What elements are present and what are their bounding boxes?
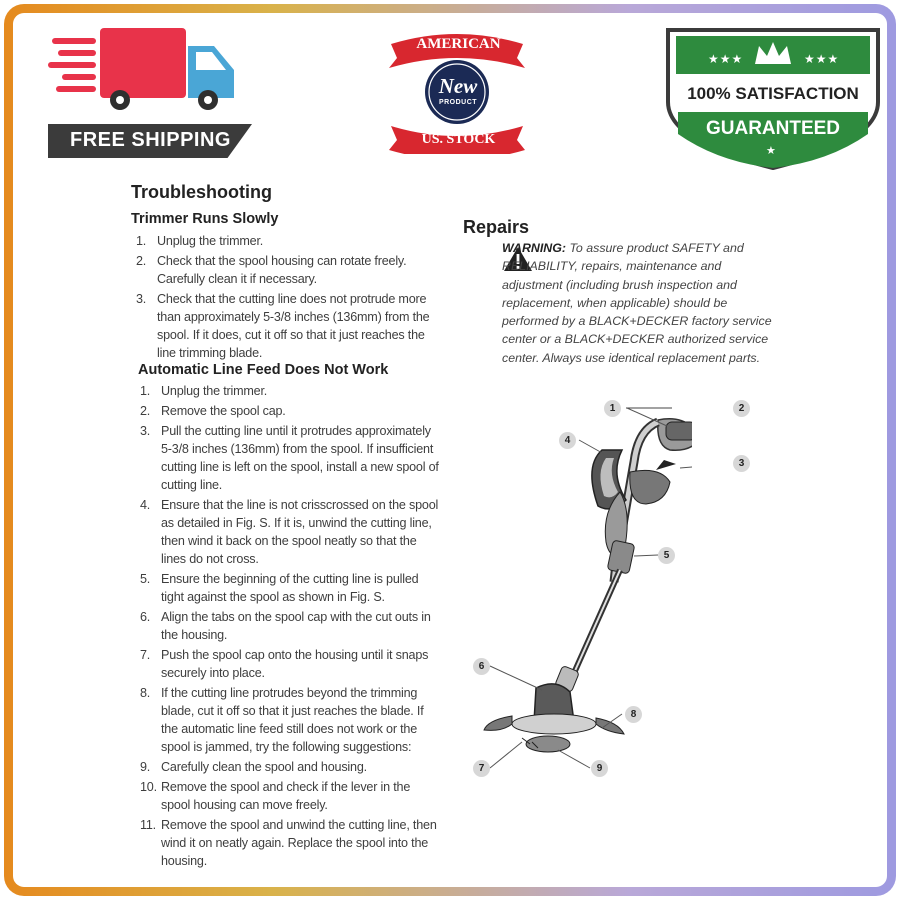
satisfaction-guarantee-badge [664,26,882,170]
step-number: 3. [140,424,151,438]
diagram-callout-4: 4 [559,432,576,449]
step-text: Push the spool cap onto the housing until it snaps securely into place. [161,648,429,680]
troubleshooting-title: Troubleshooting [131,182,272,202]
free-shipping-label: FREE SHIPPING [70,129,231,151]
step-number: 3. [136,292,147,306]
step-text: If the cutting line protrudes beyond the trimming blade, cut it off so that it just reaches the blade. If the automatic line feed still does not work or the spool is jammed, try the following suggestions: [161,686,424,754]
diagram-callout-7: 7 [473,760,490,777]
diagram-callout-9: 9 [591,760,608,777]
step-number: 5. [140,572,151,586]
step-text: Pull the cutting line until it protrudes approximately 5-3/8 inches (136mm) from the spool. If insufficient cutting line is left on the spool, install a new spool of cutting line. [161,424,439,492]
satisfaction-line1: 100% SATISFACTION [687,84,859,103]
warning-paragraph [502,239,782,367]
step-text: Check that the cutting line does not protrude more than approximately 5-3/8 inches (136mm) from the spool. If it does, cut it off so that it just reaches the line trimming blade. [157,292,430,360]
warning-text: To assure product SAFETY and RELIABILITY, repairs, maintenance and adjustment (including brush inspection and replacement, when applicable) should be performed by a BLACK+DECKER factory service center or a BLACK+DECKER authorized service center. Always use identical replacement parts. [502,241,772,365]
diagram-callout-8: 8 [625,706,642,723]
string-trimmer-diagram [462,392,692,782]
steps-list-line-feed [140,382,440,872]
step-item [140,422,440,494]
step-text: Unplug the trimmer. [161,384,268,398]
step-item [140,570,440,606]
step-number: 1. [140,384,151,398]
step-item [140,496,440,568]
step-item [140,816,440,870]
step-item [140,758,440,776]
section-heading: Trimmer Runs Slowly [131,211,279,227]
step-item [140,646,440,682]
step-text: Remove the spool and check if the lever in the spool housing can move freely. [161,780,411,812]
step-number: 8. [140,686,151,700]
step-number: 10. [140,780,157,794]
step-text: Align the tabs on the spool cap with the cut outs in the housing. [161,610,431,642]
step-text: Check that the spool housing can rotate freely. Carefully clean it if necessary. [157,254,407,286]
step-number: 2. [140,404,151,418]
stars-left-icon: ★★★ [708,52,744,66]
satisfaction-line2: GUARANTEED [705,118,841,139]
step-number: 7. [140,648,151,662]
step-item [140,402,440,420]
step-text: Unplug the trimmer. [157,234,264,248]
step-item [140,382,440,400]
diagram-callout-2: 2 [733,400,750,417]
step-number: 9. [140,760,151,774]
stars-right-icon: ★★★ [804,52,840,66]
step-number: 11. [140,818,156,832]
delivery-truck-icon [48,24,258,114]
step-item [140,684,440,756]
step-number: 1. [136,234,147,248]
step-item [136,232,441,250]
us-stock-bottom-text: US. STOCK [421,132,496,147]
step-text: Carefully clean the spool and housing. [161,760,367,774]
repairs-title: Repairs [463,217,530,237]
section-heading: Automatic Line Feed Does Not Work [138,362,389,378]
free-shipping-badge [48,24,258,164]
step-item [136,252,441,288]
step-text: Remove the spool and unwind the cutting line, then wind it on neatly again. Replace the spool into the housing. [161,818,437,868]
diagram-callout-3: 3 [733,455,750,472]
us-stock-new-text: New [438,74,478,98]
step-item [136,290,441,362]
crown-icon [753,40,793,68]
us-stock-top-text: AMERICAN [416,36,501,52]
step-number: 6. [140,610,151,624]
star-bottom-icon: ★ [766,145,776,157]
step-text: Ensure that the line is not crisscrossed on the spool as detailed in Fig. S. If it is, unwind the cutting line, then wind it back on the spool neatly so that the lines do not cross. [161,498,439,566]
warning-label: WARNING: [502,241,567,255]
diagram-callout-1: 1 [604,400,621,417]
us-stock-badge [385,22,530,154]
step-text: Remove the spool cap. [161,404,286,418]
step-item [140,778,440,814]
step-number: 2. [136,254,147,268]
step-number: 4. [140,498,151,512]
diagram-callout-5: 5 [658,547,675,564]
step-item [140,608,440,644]
steps-list-trimmer-slow [136,232,441,364]
diagram-callout-6: 6 [473,658,490,675]
us-stock-product-text: PRODUCT [438,99,478,106]
step-text: Ensure the beginning of the cutting line is pulled tight against the spool as shown in Fig. S. [161,572,419,604]
